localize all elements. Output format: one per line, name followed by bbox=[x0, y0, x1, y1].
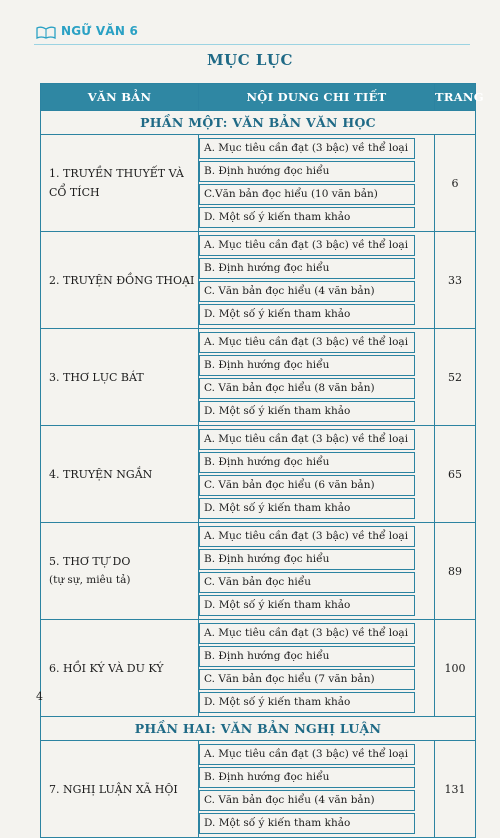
detail-item: C. Văn bản đọc hiểu (8 văn bản) bbox=[199, 378, 415, 399]
details-cell bbox=[199, 523, 435, 620]
detail-item: C.Văn bản đọc hiểu (10 văn bản) bbox=[199, 184, 415, 205]
page-ref: 100 bbox=[435, 620, 476, 717]
text-type-name: 5. THƠ TỰ DO bbox=[49, 555, 131, 568]
toc-entry-row bbox=[41, 620, 476, 717]
detail-item: D. Một số ý kiến tham khảo bbox=[199, 498, 415, 519]
page-title: MỤC LỤC bbox=[207, 51, 293, 69]
detail-item: C. Văn bản đọc hiểu (6 văn bản) bbox=[199, 475, 415, 496]
detail-item: A. Mục tiêu cần đạt (3 bậc) về thể loại bbox=[199, 235, 415, 256]
section-row bbox=[41, 111, 476, 135]
text-type-cell bbox=[41, 523, 199, 620]
page-ref: 33 bbox=[435, 232, 476, 329]
details-cell bbox=[199, 620, 435, 717]
detail-item: B. Định hướng đọc hiểu bbox=[199, 355, 415, 376]
running-header bbox=[0, 0, 500, 56]
text-type-name: 7. NGHỊ LUẬN XÃ HỘI bbox=[49, 782, 178, 796]
text-type-cell bbox=[41, 426, 199, 523]
page-ref: 6 bbox=[435, 135, 476, 232]
details-cell bbox=[199, 135, 435, 232]
text-type-name: 2. TRUYỆN ĐỒNG THOẠI bbox=[49, 273, 195, 287]
details-cell bbox=[199, 232, 435, 329]
detail-item: A. Mục tiêu cần đạt (3 bậc) về thể loại bbox=[199, 332, 415, 353]
column-header-text: VĂN BẢN bbox=[41, 84, 199, 111]
detail-item: A. Mục tiêu cần đạt (3 bậc) về thể loại bbox=[199, 744, 415, 765]
detail-item: D. Một số ý kiến tham khảo bbox=[199, 595, 415, 616]
detail-item: D. Một số ý kiến tham khảo bbox=[199, 813, 415, 834]
text-type-cell bbox=[41, 741, 199, 838]
text-type-name: 4. TRUYỆN NGẮN bbox=[49, 467, 153, 481]
book-title: NGỮ VĂN 6 bbox=[61, 24, 139, 38]
detail-item: B. Định hướng đọc hiểu bbox=[199, 549, 415, 570]
detail-item: A. Mục tiêu cần đạt (3 bậc) về thể loại bbox=[199, 526, 415, 547]
detail-item: D. Một số ý kiến tham khảo bbox=[199, 207, 415, 228]
detail-item: C. Văn bản đọc hiểu bbox=[199, 572, 415, 593]
open-book-icon bbox=[36, 25, 56, 39]
page-ref: 65 bbox=[435, 426, 476, 523]
page-ref: 89 bbox=[435, 523, 476, 620]
toc-entry-row bbox=[41, 523, 476, 620]
column-header-page: TRANG bbox=[435, 84, 476, 111]
details-cell bbox=[199, 426, 435, 523]
detail-item: D. Một số ý kiến tham khảo bbox=[199, 401, 415, 422]
text-type-cell bbox=[41, 329, 199, 426]
detail-item: C. Văn bản đọc hiểu (4 văn bản) bbox=[199, 281, 415, 302]
detail-item: B. Định hướng đọc hiểu bbox=[199, 767, 415, 788]
toc-entry-row bbox=[41, 232, 476, 329]
detail-item: D. Một số ý kiến tham khảo bbox=[199, 304, 415, 325]
table-body bbox=[41, 111, 476, 838]
header-rule bbox=[34, 44, 470, 45]
toc-entry-row bbox=[41, 329, 476, 426]
detail-item: C. Văn bản đọc hiểu (4 văn bản) bbox=[199, 790, 415, 811]
detail-item: B. Định hướng đọc hiểu bbox=[199, 452, 415, 473]
section-heading: PHẦN HAI: VĂN BẢN NGHỊ LUẬN bbox=[41, 717, 476, 741]
toc-entry-row bbox=[41, 426, 476, 523]
text-type-name: 6. HỒI KÝ VÀ DU KÝ bbox=[49, 661, 164, 675]
text-type-name: 1. TRUYỀN THUYẾT VÀ CỔ TÍCH bbox=[49, 167, 184, 199]
detail-item: C. Văn bản đọc hiểu (7 văn bản) bbox=[199, 669, 415, 690]
detail-item: D. Một số ý kiến tham khảo bbox=[199, 692, 415, 713]
table-header-row bbox=[41, 84, 476, 111]
column-header-details: NỘI DUNG CHI TIẾT bbox=[199, 84, 435, 111]
details-cell bbox=[199, 741, 435, 838]
text-type-subtitle: (tự sự, miêu tả) bbox=[49, 574, 131, 586]
text-type-name: 3. THƠ LỤC BÁT bbox=[49, 370, 144, 384]
section-row bbox=[41, 717, 476, 741]
text-type-cell bbox=[41, 232, 199, 329]
page-ref: 131 bbox=[435, 741, 476, 838]
section-heading: PHẦN MỘT: VĂN BẢN VĂN HỌC bbox=[41, 111, 476, 135]
toc-entry-row bbox=[41, 135, 476, 232]
text-type-cell bbox=[41, 620, 199, 717]
table-of-contents bbox=[40, 83, 484, 838]
toc-entry-row bbox=[41, 741, 476, 838]
text-type-cell bbox=[41, 135, 199, 232]
detail-item: B. Định hướng đọc hiểu bbox=[199, 258, 415, 279]
detail-item: B. Định hướng đọc hiểu bbox=[199, 646, 415, 667]
detail-item: A. Mục tiêu cần đạt (3 bậc) về thể loại bbox=[199, 623, 415, 644]
detail-item: B. Định hướng đọc hiểu bbox=[199, 161, 415, 182]
details-cell bbox=[199, 329, 435, 426]
detail-item: A. Mục tiêu cần đạt (3 bậc) về thể loại bbox=[199, 138, 415, 159]
page-number: 4 bbox=[36, 690, 43, 703]
detail-item: A. Mục tiêu cần đạt (3 bậc) về thể loại bbox=[199, 429, 415, 450]
page-ref: 52 bbox=[435, 329, 476, 426]
